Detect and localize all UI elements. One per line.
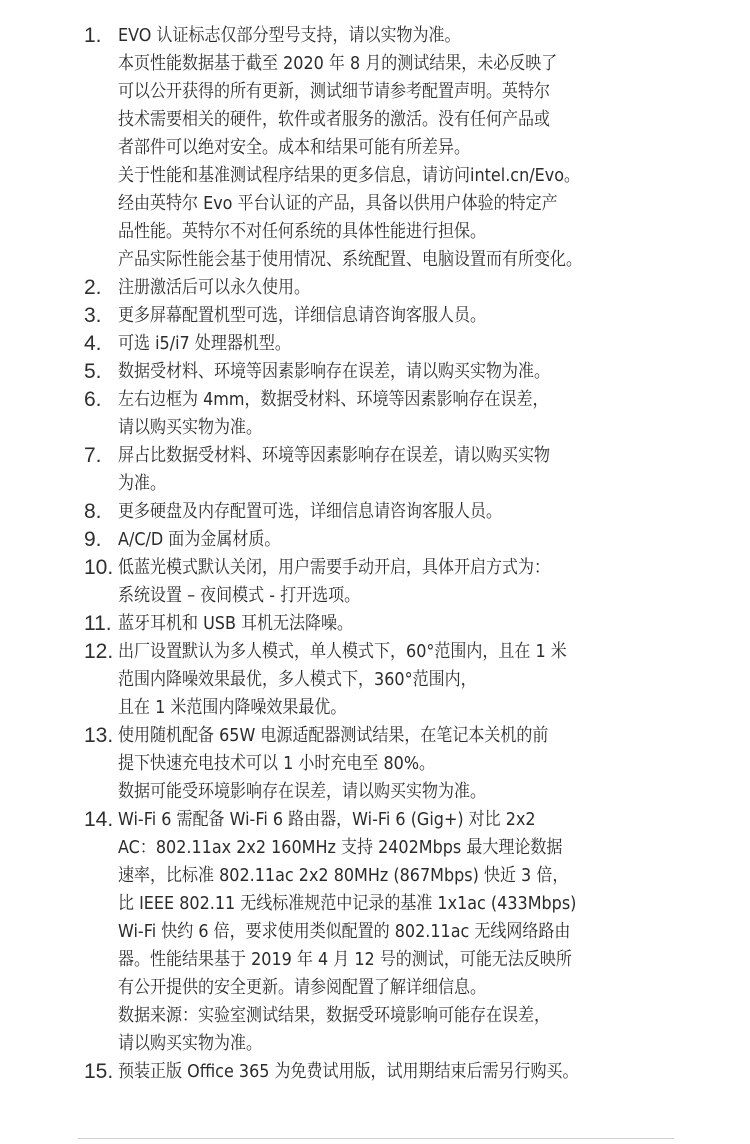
footnote-text-line: 提下快速充电技术可以 1 小时充电至 80%。 <box>118 753 436 774</box>
footnote-item <box>0 554 750 610</box>
bottom-divider <box>78 1138 674 1139</box>
footnote-number: 14. <box>84 808 114 831</box>
footnote-item <box>0 722 750 806</box>
footnote-text-line: Wi-Fi 快约 6 倍，要求使用类似配置的 802.11ac 无线网络路由 <box>118 921 571 942</box>
footnote-text-line: 有公开提供的安全更新。请参阅配置了解详细信息。 <box>118 977 487 998</box>
footnote-item <box>0 386 750 442</box>
footnote-item <box>0 22 750 274</box>
footnote-number: 3. <box>84 304 102 327</box>
footnote-text-line: 数据受材料、环境等因素影响存在误差，请以购买实物为准。 <box>118 361 551 382</box>
footnote-number: 10. <box>84 556 114 579</box>
footnote-text-line: A/C/D 面为金属材质。 <box>118 529 281 550</box>
footnote-number: 2. <box>84 276 102 299</box>
footnote-text-line: 更多屏幕配置机型可选，详细信息请咨询客服人员。 <box>118 305 487 326</box>
footnote-text-line: 数据来源：实验室测试结果，数据受环境影响可能存在误差， <box>118 1005 551 1026</box>
footnote-text-line: 速率，比标准 802.11ac 2x2 80MHz (867Mbps) 快近 3 倍， <box>118 865 569 886</box>
footnote-item <box>0 526 750 554</box>
footnote-number: 1. <box>84 24 102 47</box>
footnote-text-line: 产品实际性能会基于使用情况、系统配置、电脑设置而有所变化。 <box>118 249 583 270</box>
footnote-text-line: 者部件可以绝对安全。成本和结果可能有所差异。 <box>118 137 471 158</box>
footnote-item <box>0 442 750 498</box>
footnote-number: 9. <box>84 528 102 551</box>
footnote-number: 13. <box>84 724 114 747</box>
footnote-text-line: EVO 认证标志仅部分型号支持，请以实物为准。 <box>118 25 461 46</box>
footnote-number: 7. <box>84 444 102 467</box>
footnote-text-line: Wi-Fi 6 需配备 Wi-Fi 6 路由器，Wi-Fi 6 (Gig+) 对比 2x2 <box>118 809 536 830</box>
footnote-text-line: 注册激活后可以永久使用。 <box>118 277 311 298</box>
footnote-item <box>0 274 750 302</box>
footnote-item <box>0 1058 750 1086</box>
footnote-text-line: 可以公开获得的所有更新，测试细节请参考配置声明。英特尔 <box>118 81 551 102</box>
footnote-text-line: 左右边框为 4mm，数据受材料、环境等因素影响存在误差， <box>118 389 549 410</box>
footnote-number: 12. <box>84 640 114 663</box>
footnote-number: 4. <box>84 332 102 355</box>
footnote-text-line: 屏占比数据受材料、环境等因素影响存在误差，请以购买实物 <box>118 445 551 466</box>
footnote-text-line: AC：802.11ax 2x2 160MHz 支持 2402Mbps 最大理论数据 <box>118 837 563 858</box>
footnote-text-line: 范围内降噪效果最优，多人模式下，360°范围内， <box>118 669 477 690</box>
footnote-text-line: 品性能。英特尔不对任何系统的具体性能进行担保。 <box>118 221 487 242</box>
footnote-list <box>0 22 750 1086</box>
footnote-text-line: 预装正版 Office 365 为免费试用版，试用期结束后需另行购买。 <box>118 1061 579 1082</box>
footnote-text-line: 技术需要相关的硬件，软件或者服务的激活。没有任何产品或 <box>118 109 551 130</box>
footnote-text-line: 更多硬盘及内存配置可选，详细信息请咨询客服人员。 <box>118 501 503 522</box>
footnote-text-line: 请以购买实物为准。 <box>118 1033 263 1054</box>
footnote-item <box>0 610 750 638</box>
footnote-item <box>0 638 750 722</box>
footnote-text-line: 比 IEEE 802.11 无线标准规范中记录的基准 1x1ac (433Mbps) <box>118 893 577 914</box>
footnote-item <box>0 358 750 386</box>
footnote-text-line: 请以购买实物为准。 <box>118 417 263 438</box>
footnote-number: 6. <box>84 388 102 411</box>
footnote-number: 11. <box>84 612 112 635</box>
footnote-text-line: 数据可能受环境影响存在误差，请以购买实物为准。 <box>118 781 487 802</box>
footnote-text-line: 蓝牙耳机和 USB 耳机无法降噪。 <box>118 613 354 634</box>
footnote-text-line: 系统设置 – 夜间模式 - 打开选项。 <box>118 585 361 606</box>
footnote-text-line: 使用随机配备 65W 电源适配器测试结果，在笔记本关机的前 <box>118 725 549 746</box>
footnote-number: 8. <box>84 500 102 523</box>
footnote-item <box>0 806 750 1058</box>
footnote-text-line: 本页性能数据基于截至 2020 年 8 月的测试结果，未必反映了 <box>118 53 558 74</box>
footnote-item <box>0 330 750 358</box>
footnote-text-line: 低蓝光模式默认关闭，用户需要手动开启，具体开启方式为： <box>118 557 551 578</box>
footnote-text-line: 器。性能结果基于 2019 年 4 月 12 号的测试，可能无法反映所 <box>118 949 572 970</box>
footnote-number: 5. <box>84 360 102 383</box>
footnote-item <box>0 498 750 526</box>
footnote-text-line: 出厂设置默认为多人模式，单人模式下，60°范围内，且在 1 米 <box>118 641 567 662</box>
footnote-text-line: 可选 i5/i7 处理器机型。 <box>118 333 291 354</box>
footnote-item <box>0 302 750 330</box>
footnote-text-line: 经由英特尔 Evo 平台认证的产品，具备以供用户体验的特定产 <box>118 193 558 214</box>
footnote-text-line: 关于性能和基准测试程序结果的更多信息，请访问intel.cn/Evo。 <box>118 165 580 186</box>
footnote-text-line: 且在 1 米范围内降噪效果最优。 <box>118 697 347 718</box>
footnote-number: 15. <box>84 1060 114 1083</box>
footnote-text-line: 为准。 <box>118 473 167 494</box>
